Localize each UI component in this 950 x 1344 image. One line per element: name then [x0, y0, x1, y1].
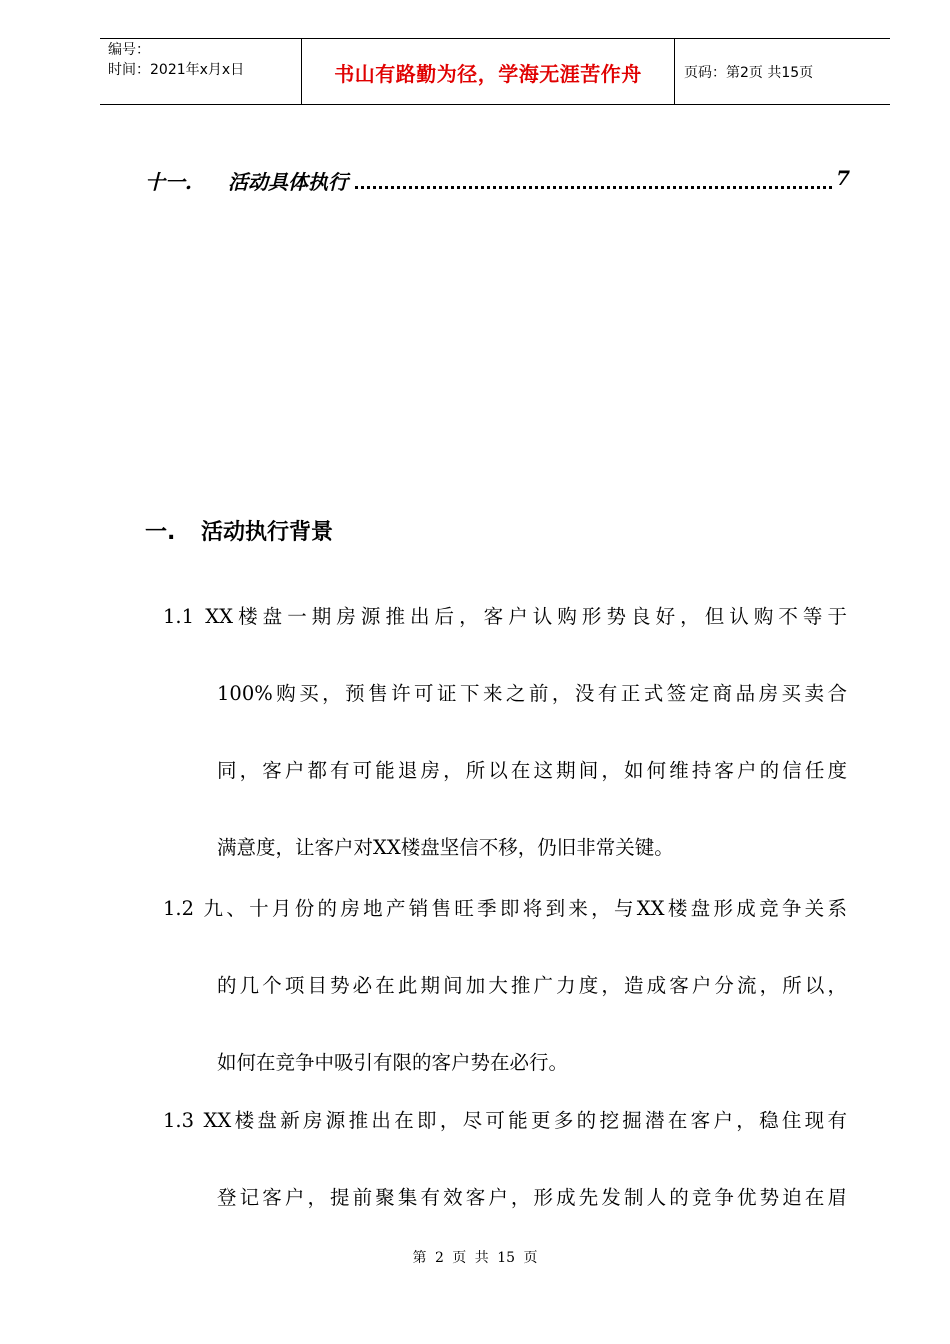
- paragraph-line: 1.2 九、十月份的房地产销售旺季即将到来，与XX楼盘形成竞争关系: [163, 897, 847, 920]
- header-meta: [108, 40, 244, 80]
- paragraph-line: 的几个项目势必在此期间加大推广力度，造成客户分流，所以，: [217, 974, 847, 997]
- section-number: 一.: [145, 520, 176, 545]
- paragraph-1-3: [163, 1107, 847, 1261]
- header-divider-right: [674, 38, 675, 105]
- paragraph-line: 登记客户，提前聚集有效客户，形成先发制人的竞争优势迫在眉: [217, 1186, 847, 1209]
- paragraph-1-1: [163, 603, 847, 911]
- toc-entry[interactable]: [145, 166, 850, 198]
- toc-entry-number: 十一.: [145, 170, 192, 194]
- paragraph-line: 1.1 XX楼盘一期房源推出后，客户认购形势良好，但认购不等于: [163, 605, 847, 628]
- paragraph-line: 同，客户都有可能退房，所以在这期间，如何维持客户的信任度: [217, 759, 847, 782]
- header-time-label: 时间：2021年x月x日: [108, 62, 245, 78]
- paragraph-line: 满意度，让客户对XX楼盘坚信不移，仍旧非常关键。: [217, 836, 674, 859]
- toc-entry-title: 活动具体执行: [228, 166, 350, 195]
- page-footer: 第 2 页 共 15 页: [412, 1250, 538, 1266]
- header-number-label: 编号：: [108, 42, 150, 58]
- header-top-rule: [100, 38, 890, 39]
- section-heading: [145, 515, 333, 546]
- toc-leader-dots: [355, 186, 832, 189]
- toc-entry-page: 7: [836, 166, 850, 190]
- header-page-info: 页码：第2页 共15页: [684, 65, 814, 81]
- section-title: 活动执行背景: [201, 520, 334, 545]
- paragraph-line: 1.3 XX楼盘新房源推出在即，尽可能更多的挖掘潜在客户，稳住现有: [163, 1109, 847, 1132]
- paragraph-1-2: [163, 895, 847, 1126]
- header-motto: 书山有路勤为径，学海无涯苦作舟: [334, 62, 642, 86]
- paragraph-line: 如何在竞争中吸引有限的客户势在必行。: [217, 1051, 569, 1074]
- header-bottom-rule: [100, 104, 890, 105]
- paragraph-line: 100%购买，预售许可证下来之前，没有正式签定商品房买卖合: [217, 682, 847, 705]
